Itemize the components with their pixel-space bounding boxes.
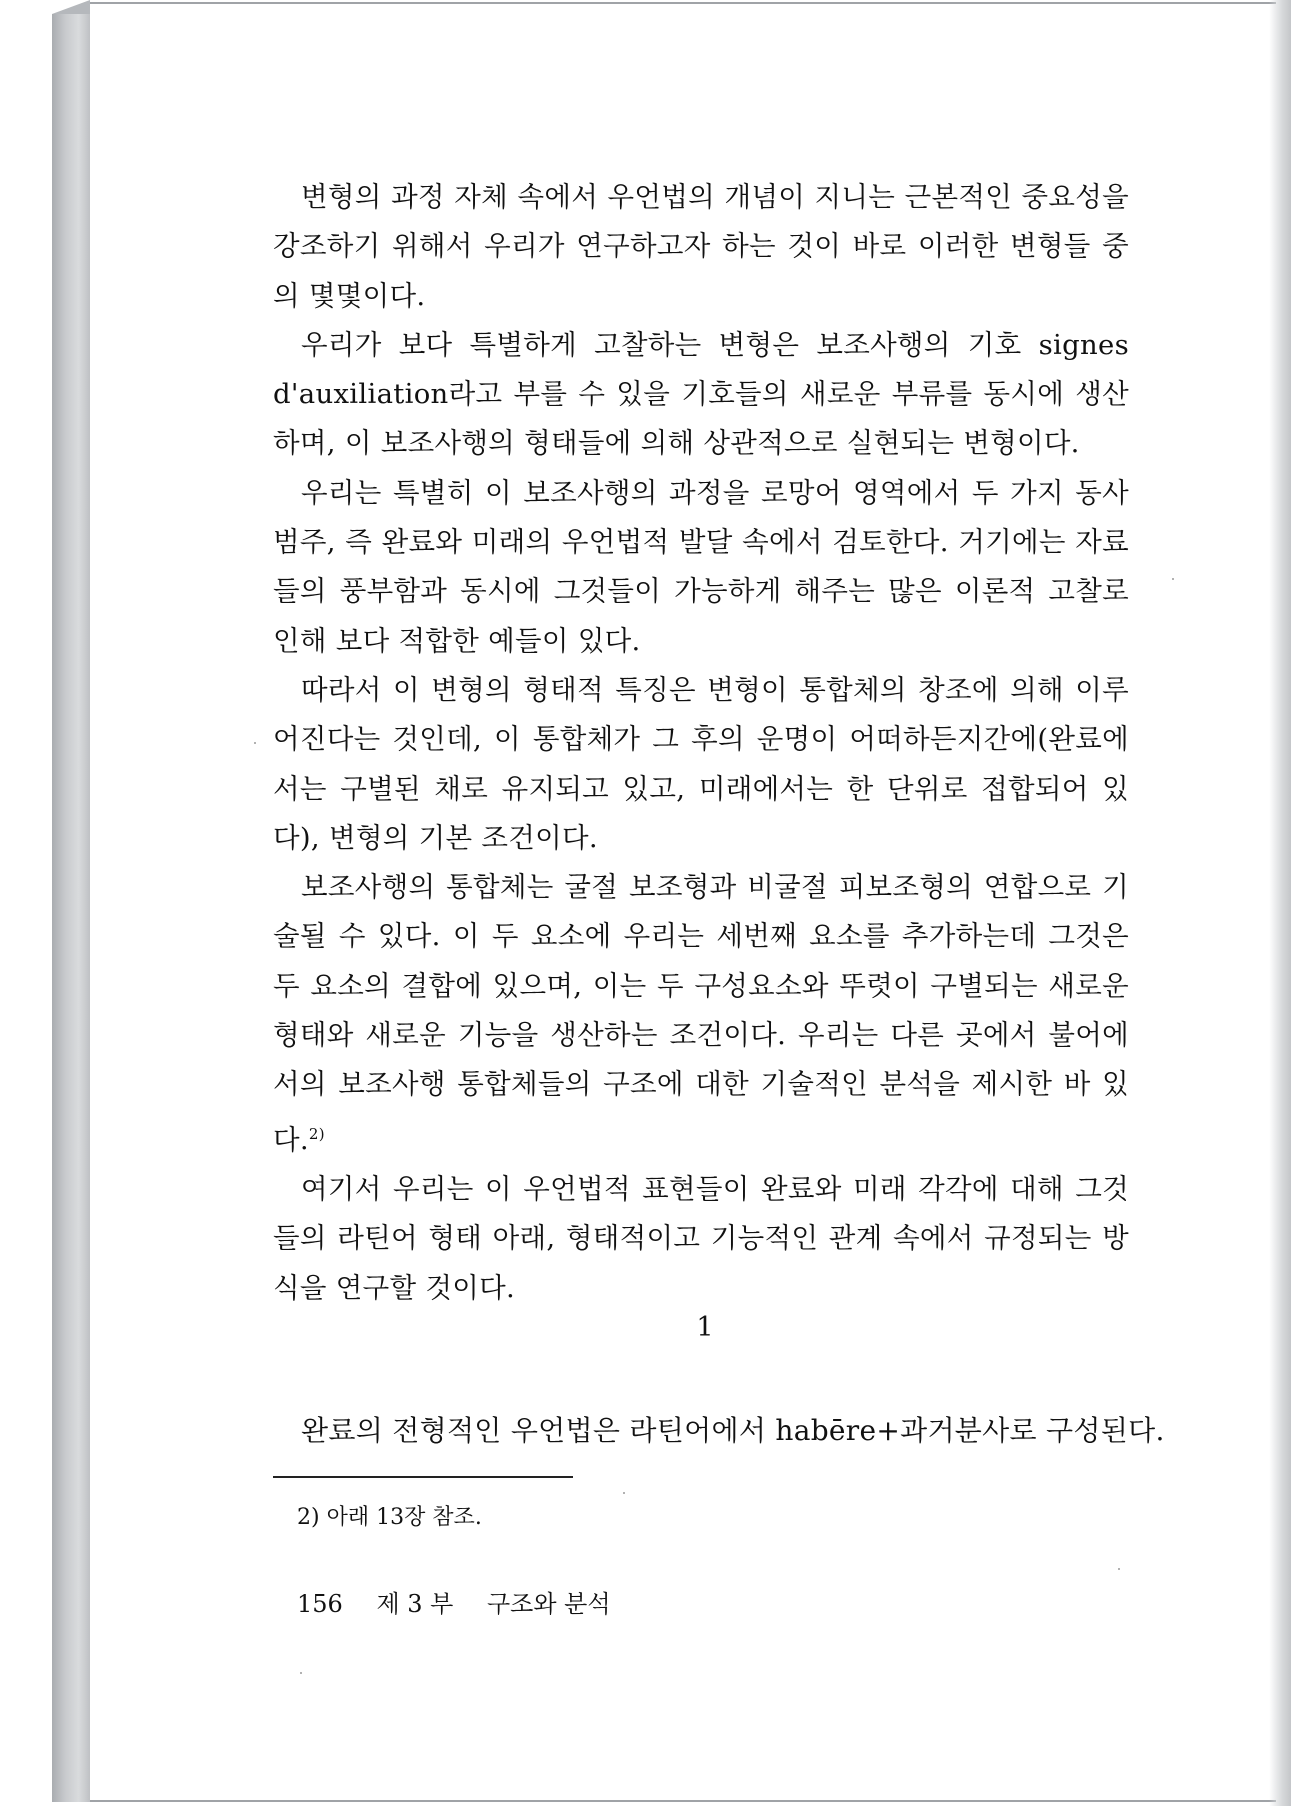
paragraph-2: 우리가 보다 특별하게 고찰하는 변형은 보조사행의 기호 signes d'auxiliation라고 부를 수 있을 기호들의 새로운 부류를 동시에 생산하며, 이 보조사행의 형태들에 의해 상관적으로 실현되는 변형이다. xyxy=(273,328,1129,460)
book-spine xyxy=(52,14,91,1802)
part-label: 제 3 부 xyxy=(376,1590,454,1618)
scan-speck xyxy=(1118,1568,1120,1570)
scan-speck xyxy=(1172,578,1174,580)
paragraph-5 xyxy=(273,863,1129,1165)
scan-speck xyxy=(254,742,256,744)
paragraph-6: 여기서 우리는 이 우언법적 표현들이 완료와 미래 각각에 대해 그것들의 라틴어 형태 아래, 형태적이고 기능적인 관계 속에서 규정되는 방식을 연구할 것이다. xyxy=(273,1173,1129,1304)
section-first-line: 완료의 전형적인 우언법은 라틴어에서 habēre+과거분사로 구성된다. xyxy=(301,1414,1165,1447)
scan-speck xyxy=(300,1672,302,1674)
section-number: 1 xyxy=(696,1312,714,1343)
footnote: 2) 아래 13장 참조. xyxy=(297,1505,482,1530)
paragraph-1: 변형의 과정 자체 속에서 우언법의 개념이 지니는 근본적인 중요성을 강조하기 위해서 우리가 연구하고자 하는 것이 바로 이러한 변형들 중의 몇몇이다. xyxy=(273,181,1129,312)
running-footer xyxy=(297,1588,637,1620)
body-text xyxy=(273,173,1129,1313)
paragraph-5-text: 보조사행의 통합체는 굴절 보조형과 비굴절 피보조형의 연합으로 기술될 수 있다. 이 두 요소에 우리는 세번째 요소를 추가하는데 그것은 두 요소의 결합에 있으며, 이는 두 구성요소와 뚜렷이 구별되는 새로운 형태와 새로운 기능을 생산하는 조건이다. 우리는 다른 곳에서 불어에서의 보조사행 통합체들의 구조에 대한 기술적인 분석을 제시한 바 있다. xyxy=(273,871,1129,1156)
footnote-rule xyxy=(273,1476,573,1478)
paragraph-3: 우리는 특별히 이 보조사행의 과정을 로망어 영역에서 두 가지 동사범주, 즉 완료와 미래의 우언법적 발달 속에서 검토한다. 거기에는 자료들의 풍부함과 동시에 그것들이 가능하게 해주는 많은 이론적 고찰로 인해 보다 적합한 예들이 있다. xyxy=(273,476,1129,657)
paragraph-4: 따라서 이 변형의 형태적 특징은 변형이 통합체의 창조에 의해 이루어진다는 것인데, 이 통합체가 그 후의 운명이 어떠하든지간에(완료에서는 구별된 채로 유지되고 있고, 미래에서는 한 단위로 접합되어 있다), 변형의 기본 조건이다. xyxy=(273,673,1129,854)
page-number: 156 xyxy=(297,1590,343,1618)
footnote-reference: 2) xyxy=(308,1124,325,1143)
scan-speck xyxy=(623,1492,625,1494)
page-edge-shadow xyxy=(1269,0,1291,1806)
part-title: 구조와 분석 xyxy=(487,1590,611,1618)
spine-top-edge xyxy=(52,0,90,14)
